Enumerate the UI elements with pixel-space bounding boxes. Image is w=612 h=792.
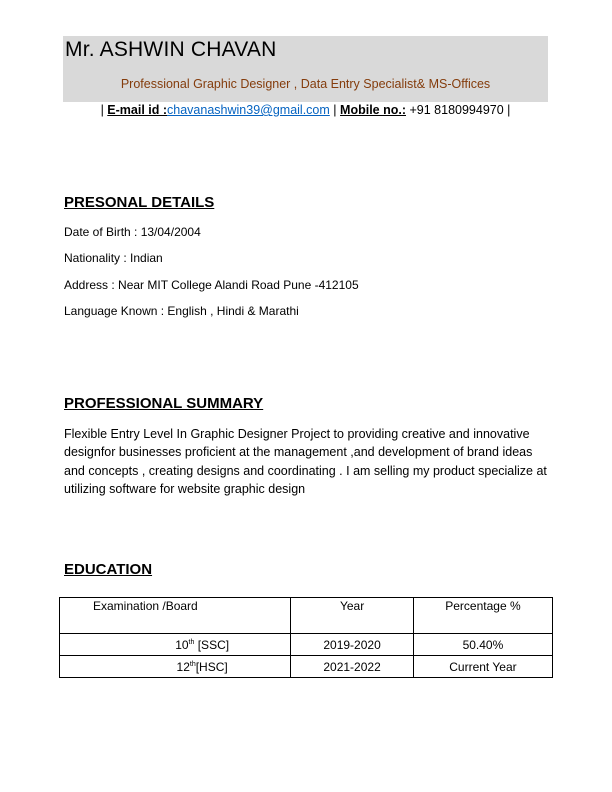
email-link[interactable]: chavanashwin39@gmail.com <box>167 103 330 117</box>
candidate-name: Mr. ASHWIN CHAVAN <box>65 38 277 61</box>
contact-line <box>63 103 548 117</box>
table-row <box>60 634 553 656</box>
exam-cell: 12th[HSC] <box>60 656 291 678</box>
nationality-line: Nationality : Indian <box>64 251 163 265</box>
column-header-exam: Examination /Board <box>60 598 291 634</box>
tagline: Professional Graphic Designer , Data Entry Specialist& MS-Offices <box>120 77 491 91</box>
dob-line: Date of Birth : 13/04/2004 <box>64 225 201 239</box>
address-line: Address : Near MIT College Alandi Road Pune -412105 <box>64 278 359 292</box>
languages-line: Language Known : English , Hindi & Marathi <box>64 304 299 318</box>
education-table <box>59 597 553 678</box>
email-label: E-mail id : <box>107 103 168 117</box>
exam-cell: 10th [SSC] <box>60 634 291 656</box>
table-header-row <box>60 598 553 634</box>
year-cell: 2019-2020 <box>291 634 414 656</box>
result-cell: 50.40% <box>413 634 552 656</box>
education-heading: EDUCATION <box>64 561 153 578</box>
mobile-number: +91 8180994970 <box>409 103 504 117</box>
professional-summary-heading: PROFESSIONAL SUMMARY <box>64 395 264 412</box>
mobile-label: Mobile no.: <box>340 103 406 117</box>
column-header-percentage: Percentage % <box>413 598 552 634</box>
summary-text: Flexible Entry Level In Graphic Designer Project to providing creative and innovative designfor businesses proficient at the management ,and development of brand ideas and concepts , creating designs and coordinating . I am selling my product specialize at utilizing software for website graphic design <box>64 427 547 496</box>
year-cell: 2021-2022 <box>291 656 414 678</box>
result-cell: Current Year <box>413 656 552 678</box>
column-header-year: Year <box>291 598 414 634</box>
table-row <box>60 656 553 678</box>
personal-details-heading: PRESONAL DETAILS <box>64 194 215 211</box>
separator: | <box>100 103 104 117</box>
separator: | <box>507 103 511 117</box>
separator: | <box>333 103 337 117</box>
